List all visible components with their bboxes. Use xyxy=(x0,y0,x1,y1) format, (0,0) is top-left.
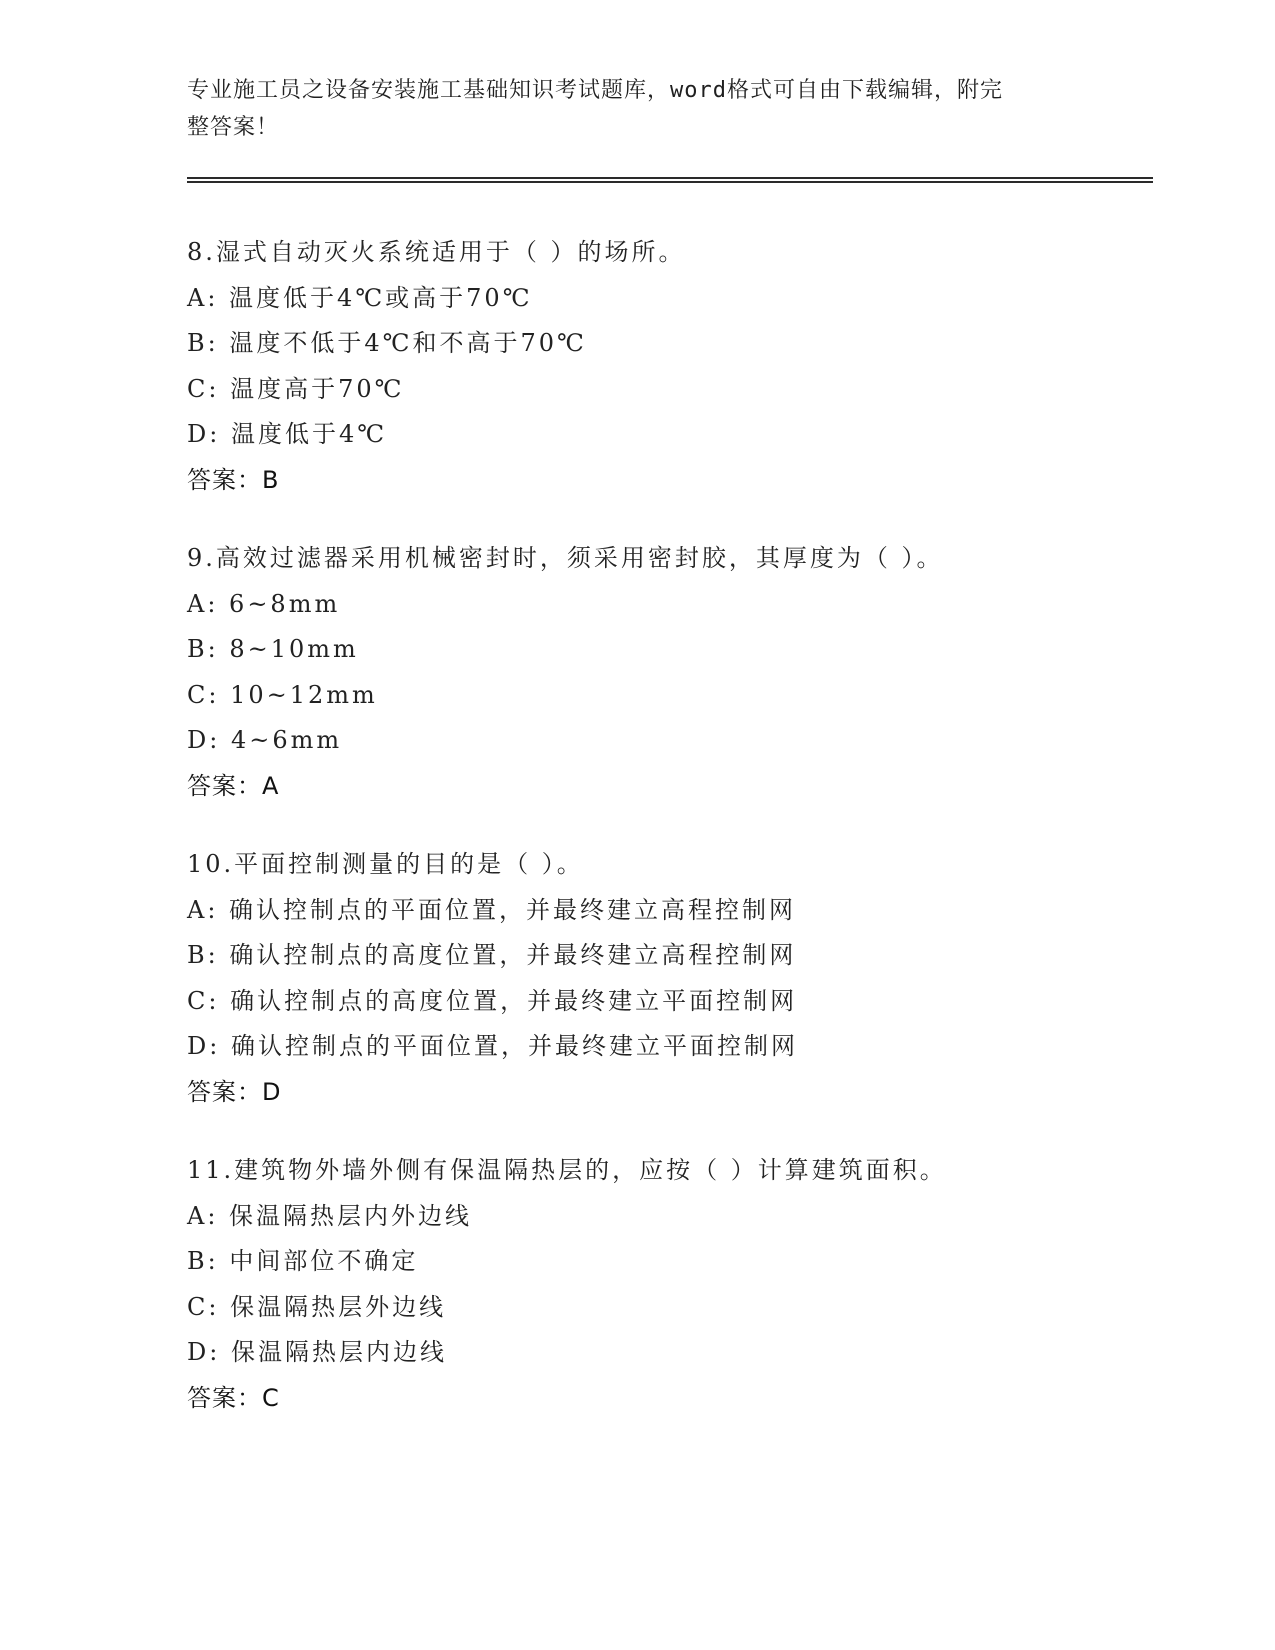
option-c: C: 温度高于70℃ xyxy=(187,374,405,403)
option-d: D: 4~6mm xyxy=(187,726,343,754)
option-b: B: 中间部位不确定 xyxy=(187,1247,419,1275)
header-double-rule xyxy=(187,177,1153,183)
document-header xyxy=(187,72,1067,146)
question-8 xyxy=(187,230,1147,503)
question-9 xyxy=(187,536,1147,809)
question-stem: 9.高效过滤器采用机械密封时，须采用密封胶，其厚度为（ ）。 xyxy=(187,544,944,572)
option-d: D: 确认控制点的平面位置，并最终建立平面控制网 xyxy=(187,1032,798,1060)
question-list xyxy=(187,230,1147,1454)
option-b: B: 8~10mm xyxy=(187,635,359,663)
option-d: D: 保温隔热层内边线 xyxy=(187,1338,447,1366)
question-stem: 11.建筑物外墙外侧有保温隔热层的，应按（ ）计算建筑面积。 xyxy=(187,1156,947,1184)
option-a: A: 确认控制点的平面位置，并最终建立高程控制网 xyxy=(187,895,797,924)
option-d: D: 温度低于4℃ xyxy=(187,420,388,448)
question-stem: 8.湿式自动灭火系统适用于（ ）的场所。 xyxy=(187,238,686,266)
option-c: C: 确认控制点的高度位置，并最终建立平面控制网 xyxy=(187,986,798,1015)
option-a: A: 温度低于4℃或高于70℃ xyxy=(187,283,533,312)
question-stem: 10.平面控制测量的目的是（ ）。 xyxy=(187,850,584,878)
question-11 xyxy=(187,1148,1147,1421)
answer-label: 答案：B xyxy=(187,465,280,494)
option-b: B: 确认控制点的高度位置，并最终建立高程控制网 xyxy=(187,941,797,969)
question-10 xyxy=(187,842,1147,1115)
answer-label: 答案：D xyxy=(187,1077,282,1106)
header-title-line-1: 专业施工员之设备安装施工基础知识考试题库，word格式可自由下载编辑，附完 xyxy=(187,78,1003,103)
option-c: C: 10~12mm xyxy=(187,680,378,709)
answer-label: 答案：C xyxy=(187,1383,280,1412)
header-title-line-2: 整答案！ xyxy=(187,115,280,140)
answer-label: 答案：A xyxy=(187,771,280,800)
option-a: A: 保温隔热层内外边线 xyxy=(187,1201,473,1230)
option-b: B: 温度不低于4℃和不高于70℃ xyxy=(187,329,587,357)
option-c: C: 保温隔热层外边线 xyxy=(187,1292,447,1321)
option-a: A: 6~8mm xyxy=(187,589,341,618)
